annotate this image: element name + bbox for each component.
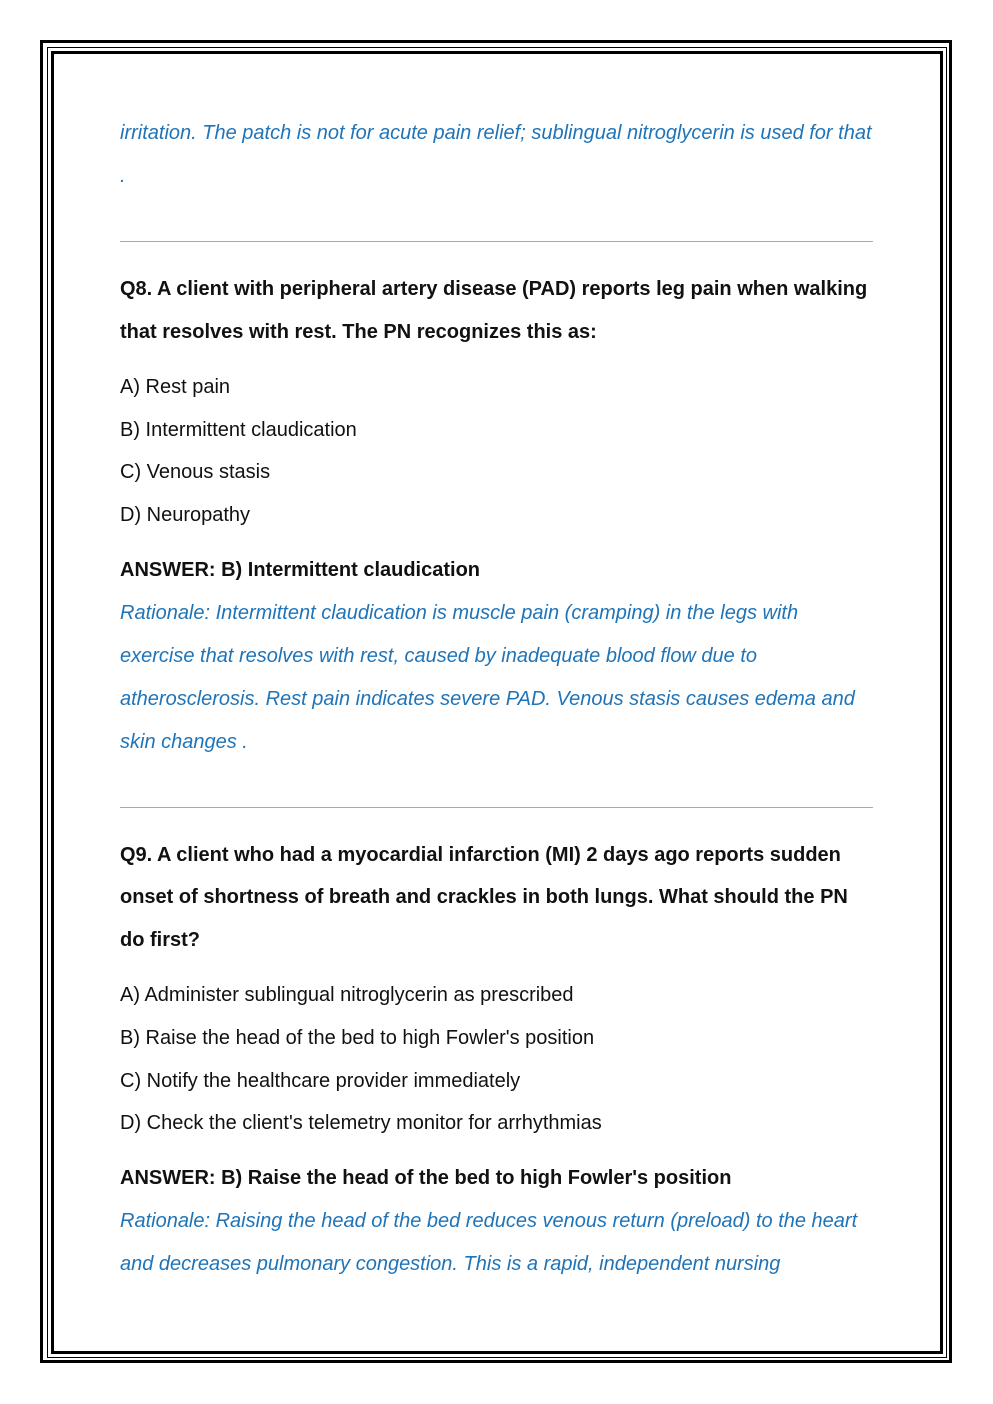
- option-a: A) Rest pain: [120, 376, 231, 398]
- page-content: [120, 112, 873, 1286]
- question-text: Q9. A client who had a myocardial infarction (MI) 2 days ago reports sudden onset of shortness of breath and crackles in both lungs. What should the PN do first?: [120, 843, 848, 951]
- option-c: C) Venous stasis: [120, 461, 271, 484]
- question-text: Q8. A client with peripheral artery disease (PAD) reports leg pain when walking that resolves with rest. The PN recognizes this as:: [120, 278, 868, 343]
- option-a: A) Administer sublingual nitroglycerin as prescribed: [120, 984, 574, 1007]
- option-b: B) Raise the head of the bed to high Fowler's position: [120, 1027, 595, 1050]
- answer-options: [120, 366, 873, 537]
- answer-options: [120, 974, 873, 1145]
- option-d: D) Neuropathy: [120, 504, 251, 527]
- rationale-text: Rationale: Intermittent claudication is muscle pain (cramping) in the legs with exercise that resolves with rest, caused by inadequate blood flow due to atherosclerosis. Rest pain indicates severe PAD. Venous stasis causes edema and skin changes .: [120, 601, 855, 753]
- answer-line: ANSWER: B) Intermittent claudication: [120, 558, 481, 581]
- option-b: B) Intermittent claudication: [120, 418, 357, 441]
- rationale-text: Rationale: Raising the head of the bed reduces venous return (preload) to the heart and decreases pulmonary congestion. This is a rapid, independent nursing: [120, 1210, 858, 1276]
- question-block-q9: [120, 834, 873, 1286]
- rationale-continuation: irritation. The patch is not for acute pain relief; sublingual nitroglycerin is used for that .: [120, 122, 872, 187]
- answer-line: ANSWER: B) Raise the head of the bed to high Fowler's position: [120, 1167, 732, 1190]
- option-c: C) Notify the healthcare provider immediately: [120, 1069, 521, 1092]
- section-divider: [120, 241, 873, 242]
- section-divider: [120, 807, 873, 808]
- option-d: D) Check the client's telemetry monitor for arrhythmias: [120, 1112, 602, 1135]
- question-block-q8: [120, 268, 873, 764]
